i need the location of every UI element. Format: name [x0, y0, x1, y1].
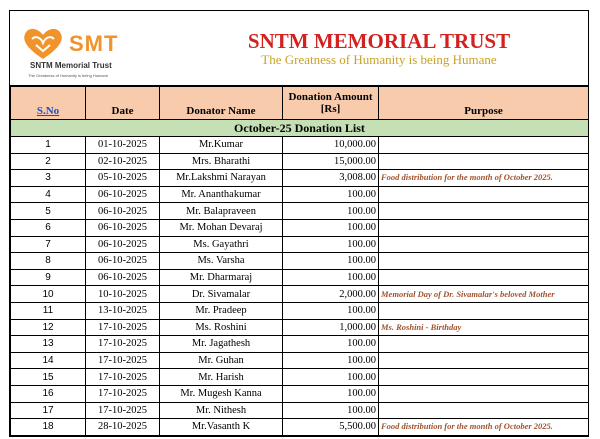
row-sno: 11 [11, 302, 86, 319]
row-donator-name: Mr.Kumar [160, 137, 283, 154]
list-title: October-25 Donation List [11, 120, 589, 137]
row-sno: 1 [11, 137, 86, 154]
row-sno: 3 [11, 170, 86, 187]
row-sno: 17 [11, 402, 86, 419]
table-row [11, 253, 589, 270]
row-purpose: Food distribution for the month of October 2025. [379, 170, 589, 187]
row-date: 13-10-2025 [86, 302, 160, 319]
row-sno: 4 [11, 186, 86, 203]
table-row [11, 219, 589, 236]
table-row [11, 369, 589, 386]
row-amount: 100.00 [283, 219, 379, 236]
row-date: 17-10-2025 [86, 385, 160, 402]
row-sno: 18 [11, 419, 86, 436]
row-amount: 2,000.00 [283, 286, 379, 303]
logo-text: SMT [69, 31, 119, 56]
row-purpose: Ms. Roshini - Birthday [379, 319, 589, 336]
column-header-amount [283, 87, 379, 120]
row-purpose [379, 236, 589, 253]
row-purpose [379, 352, 589, 369]
row-sno: 12 [11, 319, 86, 336]
row-amount: 15,000.00 [283, 153, 379, 170]
row-amount: 100.00 [283, 385, 379, 402]
row-amount: 5,500.00 [283, 419, 379, 436]
row-donator-name: Mr. Nithesh [160, 402, 283, 419]
row-donator-name: Mr. Mohan Devaraj [160, 219, 283, 236]
row-amount: 100.00 [283, 236, 379, 253]
donation-table [10, 86, 589, 436]
row-donator-name: Mr.Lakshmi Narayan [160, 170, 283, 187]
heart-hands-icon [22, 25, 64, 61]
row-purpose [379, 302, 589, 319]
row-sno: 16 [11, 385, 86, 402]
row-donator-name: Ms. Roshini [160, 319, 283, 336]
table-row [11, 137, 589, 154]
org-title: SNTM MEMORIAL TRUST [247, 29, 511, 53]
sheet-header [10, 11, 588, 86]
row-date: 10-10-2025 [86, 286, 160, 303]
row-date: 17-10-2025 [86, 352, 160, 369]
row-amount: 100.00 [283, 402, 379, 419]
row-purpose [379, 137, 589, 154]
row-sno: 10 [11, 286, 86, 303]
donation-sheet [9, 10, 589, 437]
row-date: 06-10-2025 [86, 203, 160, 220]
row-date: 06-10-2025 [86, 186, 160, 203]
row-donator-name: Mr. Pradeep [160, 302, 283, 319]
column-header-purpose: Purpose [379, 87, 589, 120]
row-amount: 100.00 [283, 336, 379, 353]
row-sno: 15 [11, 369, 86, 386]
row-date: 28-10-2025 [86, 419, 160, 436]
trust-logo [16, 19, 136, 81]
row-sno: 9 [11, 269, 86, 286]
row-amount: 100.00 [283, 269, 379, 286]
row-purpose: Memorial Day of Dr. Sivamalar's beloved Mother [379, 286, 589, 303]
row-amount: 100.00 [283, 302, 379, 319]
table-row [11, 269, 589, 286]
row-date: 06-10-2025 [86, 236, 160, 253]
row-date: 06-10-2025 [86, 253, 160, 270]
row-date: 17-10-2025 [86, 319, 160, 336]
column-header-amount-line1: Donation Amount [288, 91, 373, 103]
row-donator-name: Mr.Vasanth K [160, 419, 283, 436]
row-purpose [379, 369, 589, 386]
row-amount: 3,008.00 [283, 170, 379, 187]
table-row [11, 336, 589, 353]
table-row [11, 319, 589, 336]
row-date: 06-10-2025 [86, 269, 160, 286]
row-purpose [379, 153, 589, 170]
row-purpose [379, 269, 589, 286]
row-purpose [379, 336, 589, 353]
row-sno: 8 [11, 253, 86, 270]
row-donator-name: Mr. Balapraveen [160, 203, 283, 220]
logo-subtitle: SNTM Memorial Trust [30, 61, 112, 70]
donation-rows [11, 137, 589, 436]
table-row [11, 402, 589, 419]
row-purpose [379, 186, 589, 203]
row-sno: 5 [11, 203, 86, 220]
row-amount: 100.00 [283, 203, 379, 220]
row-sno: 7 [11, 236, 86, 253]
table-row [11, 286, 589, 303]
table-row [11, 153, 589, 170]
table-row [11, 419, 589, 436]
row-amount: 100.00 [283, 253, 379, 270]
column-header-amount-line2: [Rs] [320, 103, 341, 115]
row-purpose [379, 253, 589, 270]
table-row [11, 385, 589, 402]
row-donator-name: Mr. Ananthakumar [160, 186, 283, 203]
row-sno: 6 [11, 219, 86, 236]
table-row [11, 352, 589, 369]
row-amount: 1,000.00 [283, 319, 379, 336]
table-row [11, 302, 589, 319]
row-purpose [379, 203, 589, 220]
row-date: 01-10-2025 [86, 137, 160, 154]
row-date: 17-10-2025 [86, 369, 160, 386]
row-donator-name: Ms. Varsha [160, 253, 283, 270]
row-donator-name: Ms. Gayathri [160, 236, 283, 253]
row-amount: 100.00 [283, 352, 379, 369]
row-date: 02-10-2025 [86, 153, 160, 170]
row-sno: 14 [11, 352, 86, 369]
org-tagline: The Greatness of Humanity is being Humane [261, 52, 497, 67]
row-purpose [379, 402, 589, 419]
row-date: 17-10-2025 [86, 336, 160, 353]
table-row [11, 203, 589, 220]
row-date: 05-10-2025 [86, 170, 160, 187]
row-sno: 13 [11, 336, 86, 353]
row-donator-name: Mr. Dharmaraj [160, 269, 283, 286]
row-donator-name: Mr. Mugesh Kanna [160, 385, 283, 402]
table-row [11, 170, 589, 187]
table-row [11, 236, 589, 253]
row-amount: 100.00 [283, 186, 379, 203]
column-header-sno[interactable]: S.No [11, 87, 86, 120]
row-donator-name: Mr. Harish [160, 369, 283, 386]
row-donator-name: Dr. Sivamalar [160, 286, 283, 303]
row-donator-name: Mr. Jagathesh [160, 336, 283, 353]
table-row [11, 186, 589, 203]
logo-tagline: The Greatness of Humanity is being Humane [28, 73, 109, 78]
column-header-name: Donator Name [160, 87, 283, 120]
row-amount: 100.00 [283, 369, 379, 386]
row-amount: 10,000.00 [283, 137, 379, 154]
column-header-row [11, 87, 589, 120]
column-header-date: Date [86, 87, 160, 120]
row-sno: 2 [11, 153, 86, 170]
row-date: 06-10-2025 [86, 219, 160, 236]
row-purpose [379, 385, 589, 402]
row-purpose [379, 219, 589, 236]
row-donator-name: Mrs. Bharathi [160, 153, 283, 170]
row-purpose: Food distribution for the month of October 2025. [379, 419, 589, 436]
row-date: 17-10-2025 [86, 402, 160, 419]
row-donator-name: Mr. Guhan [160, 352, 283, 369]
